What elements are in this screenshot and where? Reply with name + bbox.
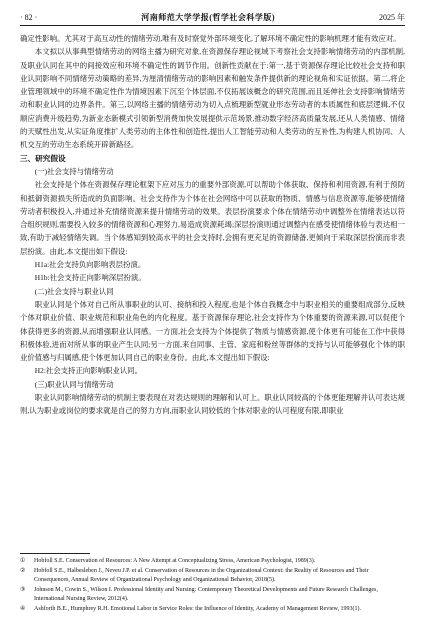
footnote-number: ③: [20, 586, 26, 593]
footnote-number: ④: [20, 605, 26, 612]
footnote: [20, 586, 405, 605]
paragraph: 社会支持是个体在资源保存理论框架下应对压力的重要外部资源,可以帮助个体获取、保持和利用资源,有利于预防和抵御资源损失所造成的负面影响。社会支持作为个体在社会网络中可以获取的物质、情感与信息资源等,能够使情绪劳动者积极投入,并通过补充情绪资源来提升情绪劳动的效果。表层扮演要求个体在情绪劳动中调整外在情绪表达以符合组织规则,需要投入较多的情绪资源和心理努力,易造成资源耗竭;深层扮演则通过调整内在感受使情绪体验与表达相一致,有助于减轻情绪失调。当个体感知到较高水平的社会支持时,会拥有更充足的资源储备,更倾向于采取深层扮演而非表层扮演。由此,本文提出如下假设:: [20, 180, 405, 256]
footnote: [20, 557, 405, 567]
footnote: [20, 605, 405, 615]
footnote: [20, 567, 405, 586]
subsection-heading: (三)职业认同与情绪劳动: [34, 379, 114, 389]
journal-title: 河南师范大学学报(哲学社会科学版): [141, 13, 276, 22]
year: 2025 年: [379, 13, 405, 22]
section-heading: 三、研究假设: [20, 153, 66, 163]
footnotes: [20, 553, 405, 614]
footnote-text: Hobfoll S.E., Halbesleben J., Neveu J.P. et al. Conservation of Resources in the Organizational Context: the Reality of Resources and Their Consequences, Annual Review of Organizational Psychology and Organizational Behavior, 2018(5).: [34, 567, 369, 583]
page-number: · 82 ·: [20, 13, 38, 22]
footnote-text: Ashforth B.E., Humphrey R.H. Emotional Labor in Service Roles: the Influence of Identity, Academy of Management Review, 1993(1).: [34, 605, 361, 612]
hypothesis: H1b:社会支持正向影响深层扮演。: [34, 273, 146, 283]
body-text: [20, 32, 405, 418]
footnote-text: Johnson M., Cowin S., Wilson I. Professional Identity and Nursing: Contemporary Theoretical Developments and Future Research Challenges, International Nursing Review, 2012(4).: [34, 586, 378, 602]
subsection-heading: (一)社会支持与情绪劳动: [34, 166, 114, 176]
paragraph: 确定性影响。尤其对于高互动性的情绪劳动,唯有及时察觉外部环境变化,了解环境不确定性的影响机理才能有效应对。: [20, 34, 401, 43]
paragraph: 职业认同影响情绪劳动的机制主要表现在对表达规则的理解和认可上。职业认同较高的个体更能理解并认可表达规则,认为职业或岗位的要求就是自己的努力方向,而职业认同较低的个体对职业的认可程度有限,即职业: [20, 393, 405, 416]
hypothesis: H2:社会支持正向影响职业认同。: [34, 366, 142, 376]
hypothesis: H1a:社会支持负向影响表层扮演。: [34, 260, 146, 270]
paragraph: 职业认同是个体对自己所从事职业的认可、接纳和投入程度,也是个体自我概念中与职业相关的重要组成部分,反映个体对职业价值、职业规范和职业角色的内化程度。基于资源保存理论,社会支持作为个体重要的资源来源,可以促使个体获得更多的资源,从而增强职业认同感。一方面,社会支持为个体提供了物质与情感资源,使个体更有可能在工作中获得积极体验,进而对所从事的职业产生认同;另一方面,来自同事、主管、家庭和粉丝等群体的支持与认可能够强化个体的职业价值感与归属感,使个体更加认同自己的职业身份。由此,本文提出如下假设:: [20, 299, 405, 363]
footnote-divider: [20, 553, 90, 554]
running-header: [20, 12, 405, 26]
paragraph: 本文拟以从事典型情绪劳动的网络主播为研究对象,在资源保存理论视域下考察社会支持影响情绪劳动的内部机制,及职业认同在其中的间接效应和环境不确定性的调节作用。创新性贡献在于:第一,基于资源保存理论比较社会支持和职业认同影响不同情绪劳动策略的差异,为厘清情绪劳动的影响因素和触发条件提供新的理论视角和实证依据。第二,将企业管理领域中的环境不确定性作为情境因素下沉至个体层面,不仅拓展该概念的研究范围,而且延伸社会支持影响情绪劳动和职业认同的边界条件。第三,以网络主播的情绪劳动为切入点梳理新型就业形态劳动者的本质属性和底层逻辑,不仅顺应消费升级趋势,为新业态新模式引领新型消费加快发展提供示范场景,推动数字经济高质量发展,还从人类情感、情绪的天赋性出发,从实证角度推扩人类劳动的主体性和创造性,提出人工智能劳动和人类劳动的互补性,为构建人机协同、人机交互的劳动生态系统开辟新路径。: [20, 47, 405, 150]
footnote-text: Hobfoll S.E. Conservation of Resources: A New Attempt at Conceptualizing Stress, American Psychologist, 1989(3).: [34, 558, 316, 564]
footnote-number: ②: [20, 567, 26, 574]
subsection-heading: (二)社会支持与职业认同: [34, 286, 114, 296]
footnote-number: ①: [20, 558, 26, 564]
